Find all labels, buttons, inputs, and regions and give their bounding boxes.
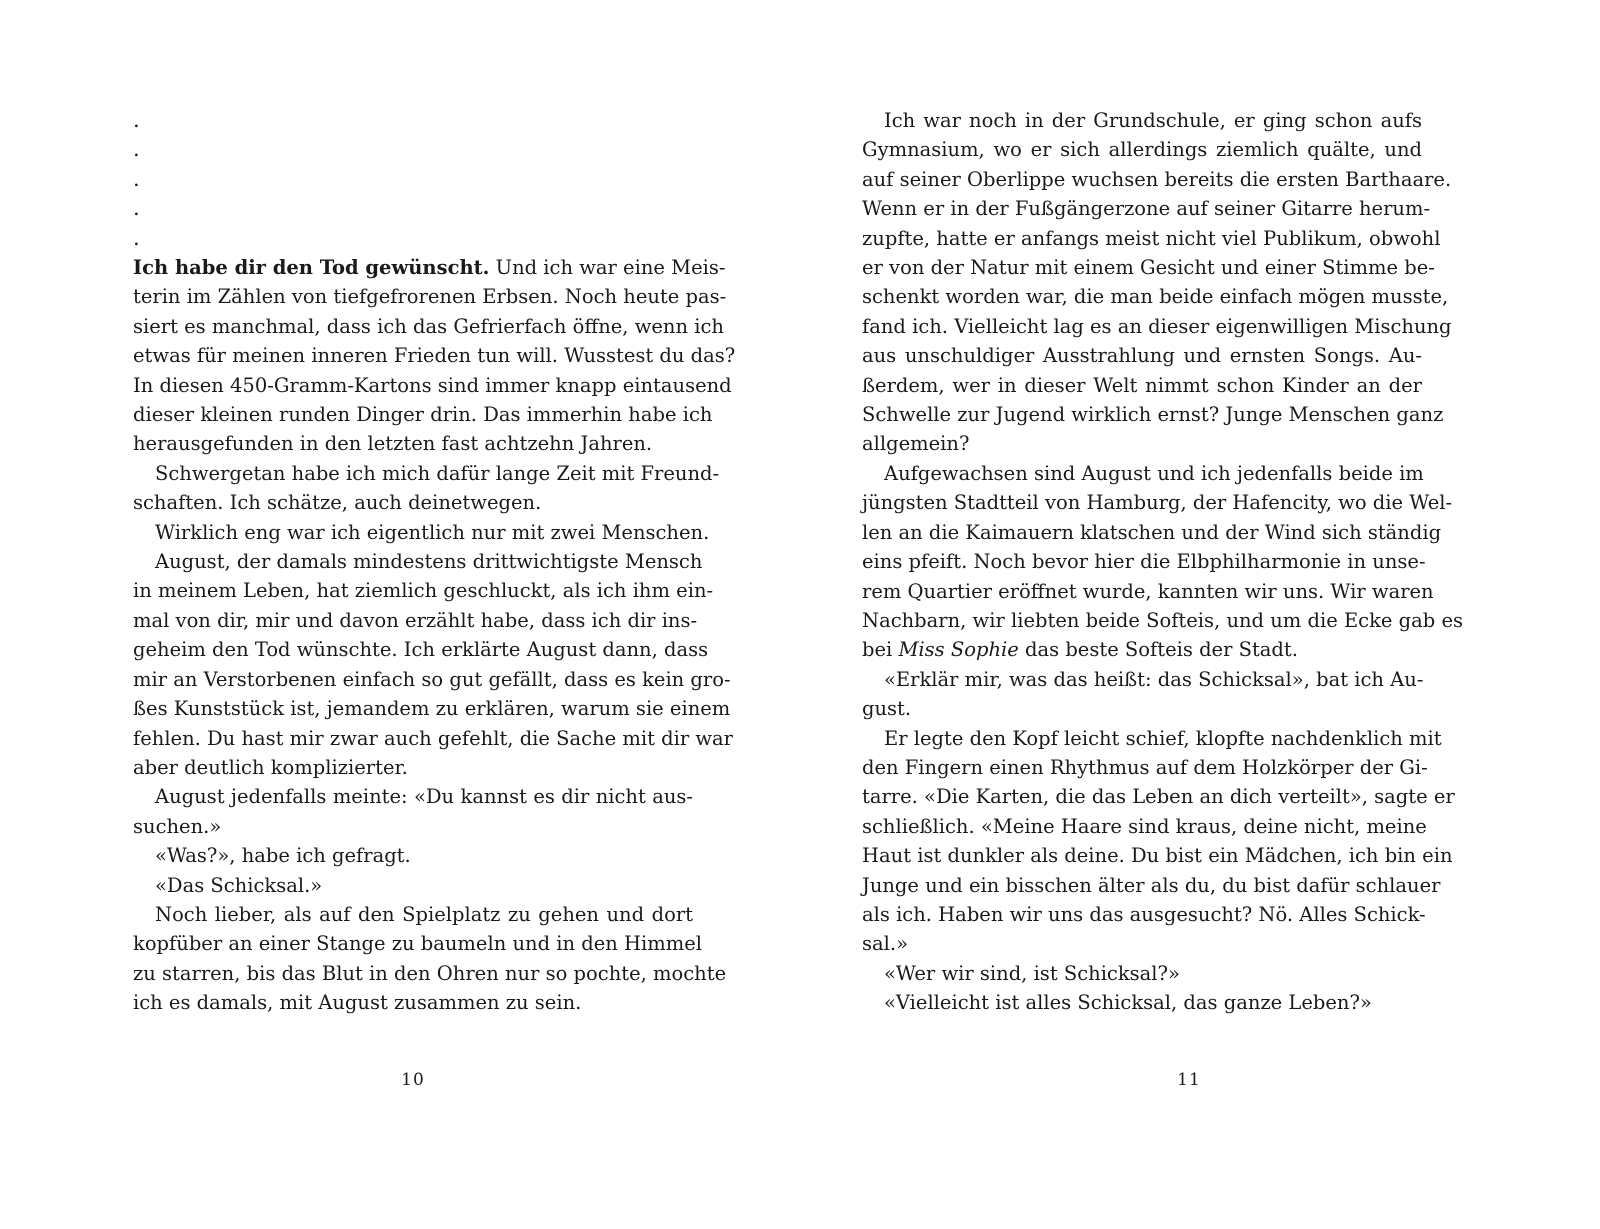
line-segment: Junge und ein bisschen älter als du, du bist dafür schlauer: [862, 873, 1441, 897]
text-line: [133, 341, 736, 370]
text-line: [133, 518, 710, 547]
line-segment: Haut ist dunkler als deine. Du bist ein Mädchen, ich bin ein: [862, 844, 1453, 868]
line-segment: In diesen 450-Gramm-Kartons sind immer knapp eintausend: [133, 373, 732, 397]
left-page-text: [133, 253, 736, 1018]
line-segment: das beste Softeis der Stadt.: [1018, 638, 1298, 662]
text-line: [133, 929, 703, 958]
line-segment: Ich war noch in der Grundschule, er ging schon aufs: [884, 109, 1422, 132]
text-line: [133, 988, 693, 1017]
line-segment: «Das Schicksal.»: [155, 873, 323, 897]
text-line: [862, 871, 1441, 900]
text-line: [862, 194, 1431, 223]
line-segment: dieser kleinen runden Dinger drin. Das immerhin habe ich: [133, 403, 713, 427]
line-segment: Nachbarn, wir liebten beide Softeis, und um die Ecke gab es: [862, 608, 1463, 632]
line-segment: schaften. Ich schätze, auch deinetwegen.: [133, 491, 542, 515]
text-line: [133, 665, 731, 694]
page-number-left: 10: [401, 1070, 425, 1090]
text-line: [862, 900, 1426, 929]
line-segment: «Erklär mir, was das heißt: das Schicksal», bat ich Au-: [884, 667, 1424, 691]
line-segment: Schwelle zur Jugend wirklich ernst? Junge Menschen ganz: [862, 403, 1444, 427]
line-segment: schenkt worden war, die man beide einfach mögen musste,: [862, 285, 1449, 309]
text-line: [862, 841, 1453, 870]
line-segment: Noch lieber, als auf den Spielplatz zu gehen und dort: [155, 902, 693, 926]
text-line: [862, 488, 1453, 517]
text-line: [862, 812, 1427, 841]
text-line: [862, 606, 1463, 635]
section-dot: .: [133, 166, 140, 191]
text-line: [862, 459, 1422, 488]
line-segment: geheim den Tod wünschte. Ich erklärte August dann, dass: [133, 638, 709, 662]
line-segment: herausgefunden in den letzten fast achtzehn Jahren.: [133, 432, 653, 456]
line-segment: Schwergetan habe ich mich dafür lange Zeit mit Freund-: [155, 461, 720, 485]
line-segment: bei: [862, 638, 899, 662]
text-line: [862, 400, 1444, 429]
line-segment: er von der Natur mit einem Gesicht und einer Stimme be-: [862, 256, 1435, 280]
text-line: [862, 635, 1422, 664]
line-segment: mal von dir, mir und davon erzählt habe, dass ich dir ins-: [133, 608, 698, 632]
section-dots: [133, 106, 153, 253]
text-line: [862, 106, 1422, 135]
line-segment: mir an Verstorbenen einfach so gut gefällt, dass es kein gro-: [133, 667, 731, 691]
line-segment: ßerdem, wer in dieser Welt nimmt schon Kinder an der: [862, 373, 1422, 397]
text-line: [862, 665, 1422, 694]
line-segment: Gymnasium, wo er sich allerdings ziemlich quälte, und: [862, 138, 1422, 162]
text-line: [133, 312, 724, 341]
text-line: [862, 577, 1434, 606]
section-dot: .: [133, 137, 140, 162]
line-segment: allgemein?: [862, 432, 970, 456]
bold-opening: Ich habe dir den Tod gewünscht.: [133, 256, 490, 279]
text-line: [133, 282, 727, 311]
text-line: [862, 518, 1442, 547]
line-segment: den Fingern einen Rhythmus auf dem Holzkörper der Gi-: [862, 755, 1428, 779]
line-segment: zu starren, bis das Blut in den Ohren nur so pochte, mochte: [133, 961, 727, 985]
line-segment: Wenn er in der Fußgängerzone auf seiner Gitarre herum-: [862, 197, 1431, 221]
line-segment: zupfte, hatte er anfangs meist nicht viel Publikum, obwohl: [862, 226, 1441, 250]
text-line: [133, 724, 733, 753]
text-line: [133, 900, 693, 929]
text-line: [862, 694, 1422, 723]
text-line: [862, 312, 1452, 341]
line-segment: etwas für meinen inneren Frieden tun will. Wusstest du das?: [133, 344, 736, 368]
line-segment: jüngsten Stadtteil von Hamburg, der Hafencity, wo die Wel-: [862, 491, 1453, 515]
line-segment: als ich. Haben wir uns das ausgesucht? Nö. Alles Schick-: [862, 902, 1426, 926]
text-line: [862, 371, 1422, 400]
line-segment: in meinem Leben, hat ziemlich geschluckt, als ich ihm ein-: [133, 579, 714, 603]
right-page-text: [862, 106, 1463, 1018]
italic-name: Miss Sophie: [898, 638, 1019, 662]
line-segment: eins pfeift. Noch bevor hier die Elbphilharmonie in unse-: [862, 550, 1426, 574]
text-line: [862, 282, 1449, 311]
line-segment: tarre. «Die Karten, die das Leben an dich verteilt», sagte er: [862, 785, 1455, 809]
line-segment: len an die Kaimauern klatschen und der Wind sich ständig: [862, 520, 1442, 544]
line-segment: suchen.»: [133, 814, 222, 838]
line-segment: aus unschuldiger Ausstrahlung und ernsten Songs. Au-: [862, 344, 1422, 368]
text-line: [133, 782, 693, 811]
line-segment: rem Quartier eröffnet wurde, kannten wir uns. Wir waren: [862, 579, 1434, 603]
text-line: [862, 341, 1422, 370]
line-segment: fand ich. Vielleicht lag es an dieser eigenwilligen Mischung: [862, 314, 1452, 338]
text-line: [862, 429, 1422, 458]
line-segment: Und ich war eine Meis-: [489, 256, 726, 279]
line-segment: sal.»: [862, 932, 908, 956]
text-line: [133, 841, 693, 870]
text-line: [133, 488, 693, 517]
line-segment: ßes Kunststück ist, jemandem zu erklären, warum sie einem: [133, 697, 731, 721]
text-line: [862, 135, 1422, 164]
line-segment: «Wer wir sind, ist Schicksal?»: [884, 961, 1180, 985]
section-dot: .: [133, 108, 140, 132]
text-line: [862, 547, 1426, 576]
text-line: [133, 753, 693, 782]
line-segment: ich es damals, mit August zusammen zu sein.: [133, 991, 582, 1015]
text-line: [133, 253, 726, 282]
line-segment: terin im Zählen von tiefgefrorenen Erbsen. Noch heute pas-: [133, 285, 727, 309]
text-line: [133, 694, 731, 723]
line-segment: August, der damals mindestens drittwichtigste Mensch: [155, 550, 703, 574]
text-line: [133, 606, 698, 635]
text-line: [133, 371, 732, 400]
text-line: [862, 253, 1435, 282]
text-line: [862, 724, 1442, 753]
text-line: [862, 929, 1422, 958]
text-line: [133, 871, 693, 900]
text-line: [862, 224, 1441, 253]
line-segment: «Was?», habe ich gefragt.: [155, 844, 411, 868]
line-segment: August jedenfalls meinte: «Du kannst es dir nicht aus-: [155, 785, 693, 809]
line-segment: schließlich. «Meine Haare sind kraus, deine nicht, meine: [862, 814, 1427, 838]
section-dot: .: [133, 225, 140, 250]
text-line: [133, 635, 709, 664]
text-line: [862, 753, 1428, 782]
text-line: [133, 812, 693, 841]
text-line: [133, 400, 713, 429]
line-segment: auf seiner Oberlippe wuchsen bereits die ersten Barthaare.: [862, 167, 1452, 191]
text-line: [133, 429, 693, 458]
text-line: [133, 959, 727, 988]
line-segment: fehlen. Du hast mir zwar auch gefehlt, die Sache mit dir war: [133, 726, 733, 750]
line-segment: Aufgewachsen sind August und ich jedenfalls beide im: [884, 461, 1424, 485]
text-line: [133, 547, 703, 576]
text-line: [133, 576, 714, 605]
text-line: [862, 782, 1455, 811]
line-segment: Wirklich eng war ich eigentlich nur mit zwei Menschen.: [155, 520, 710, 544]
text-line: [133, 459, 720, 488]
page-number-right: 11: [1177, 1070, 1201, 1090]
text-line: [862, 988, 1422, 1017]
line-segment: Er legte den Kopf leicht schief, klopfte nachdenklich mit: [884, 726, 1442, 750]
line-segment: «Vielleicht ist alles Schicksal, das ganze Leben?»: [884, 991, 1372, 1015]
line-segment: aber deutlich komplizierter.: [133, 755, 408, 779]
line-segment: kopfüber an einer Stange zu baumeln und in den Himmel: [133, 932, 703, 956]
section-dot: .: [133, 196, 140, 221]
line-segment: gust.: [862, 697, 912, 721]
line-segment: siert es manchmal, dass ich das Gefrierfach öffne, wenn ich: [133, 314, 724, 338]
text-line: [862, 959, 1422, 988]
right-page: [800, 0, 1600, 1229]
text-line: [862, 165, 1452, 194]
